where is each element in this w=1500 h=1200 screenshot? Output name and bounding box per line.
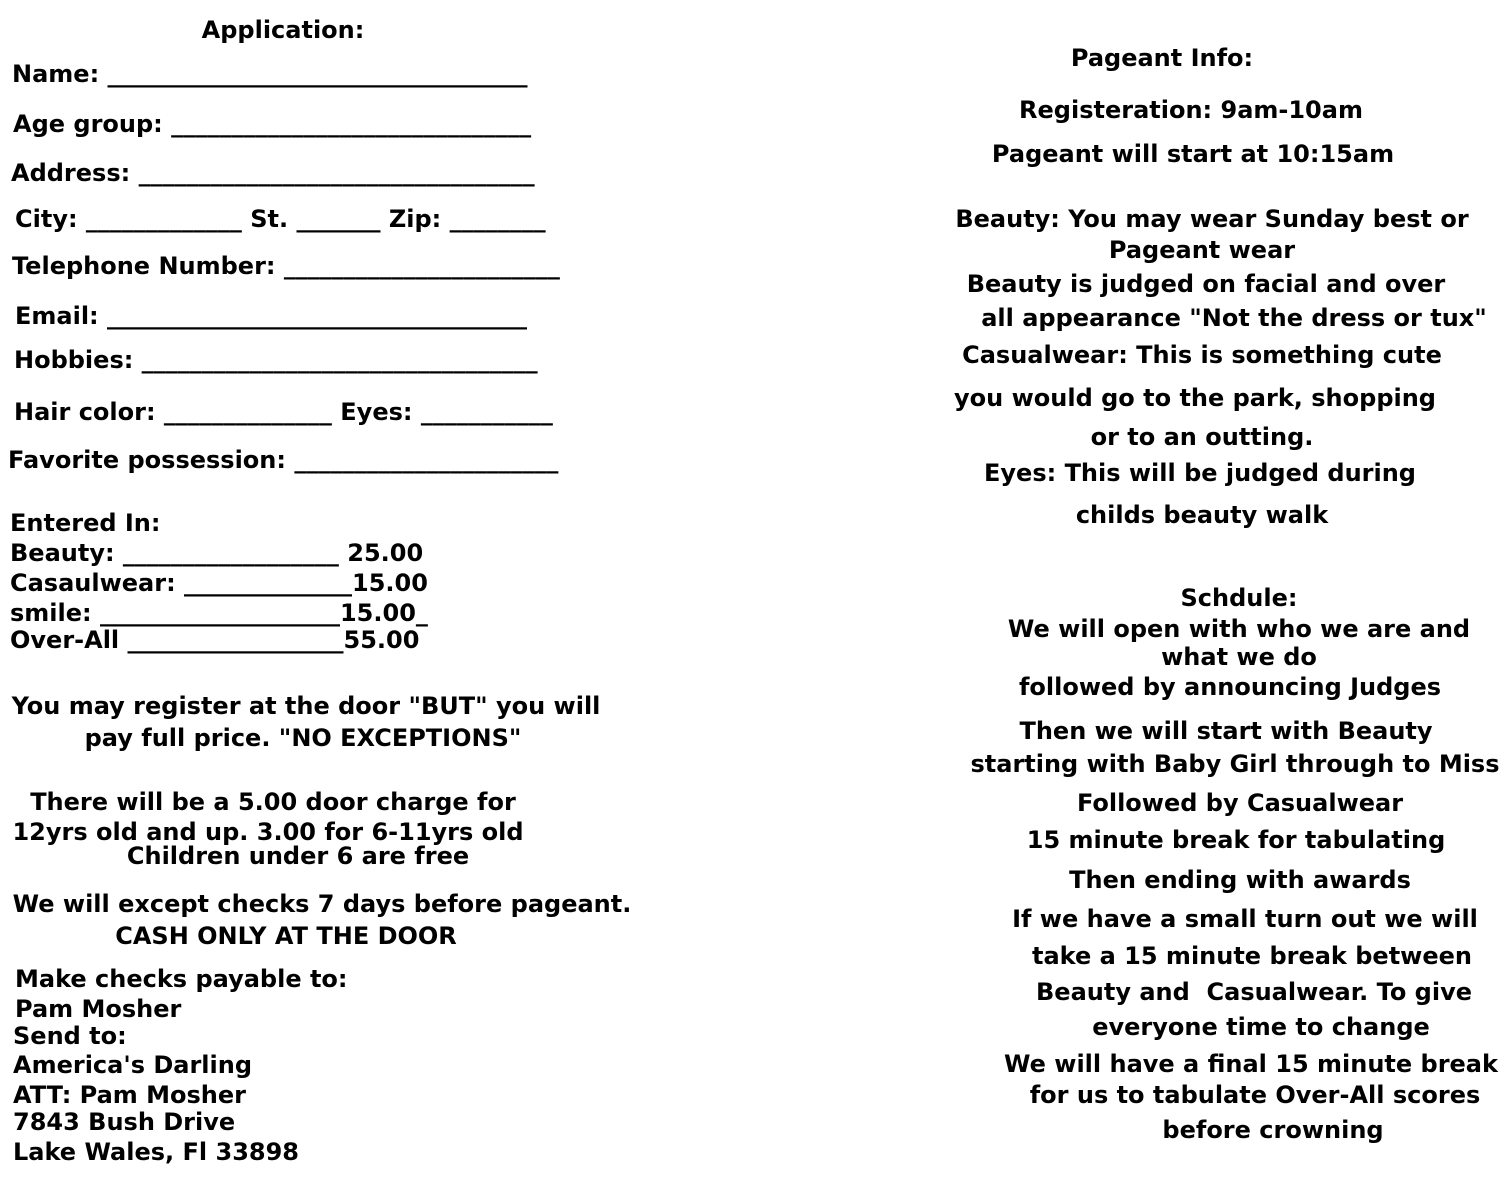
door-charge-line2: 12yrs old and up. 3.00 for 6-11yrs old <box>12 818 524 846</box>
schedule-line: followed by announcing Judges <box>1018 673 1442 701</box>
payable-name: Pam Mosher <box>15 995 182 1023</box>
application-title: Application: <box>201 16 365 44</box>
schedule-line: Beauty and Casualwear. To give <box>1036 978 1472 1006</box>
schedule-line: If we have a small turn out we will <box>1012 905 1478 933</box>
door-charge-line3: Children under 6 are free <box>126 842 470 870</box>
beauty-line3: Beauty is judged on facial and over <box>966 270 1446 298</box>
schedule-line: Followed by Casualwear <box>1076 789 1404 817</box>
address-org: America's Darling <box>13 1051 253 1079</box>
checks-line2: CASH ONLY AT THE DOOR <box>115 922 457 950</box>
registration-time: Registeration: 9am-10am <box>1019 96 1363 124</box>
eyes-line2: childs beauty walk <box>1075 501 1329 529</box>
beauty-line2: Pageant wear <box>1108 236 1296 264</box>
schedule-line: Then ending with awards <box>1069 866 1411 894</box>
eyes-line1: Eyes: This will be judged during <box>984 459 1416 487</box>
address-att: ATT: Pam Mosher <box>13 1081 247 1109</box>
hobbies-field[interactable]: Hobbies: _________________________________ <box>14 346 538 374</box>
age-group-field[interactable]: Age group: ______________________________ <box>13 110 532 138</box>
door-notice-line1: You may register at the door "BUT" you will <box>11 692 601 720</box>
schedule-line: starting with Baby Girl through to Miss <box>970 750 1500 778</box>
name-field[interactable]: Name: ___________________________________ <box>12 60 528 88</box>
hair-eyes-field[interactable]: Hair color: ______________ Eyes: ___________ <box>14 398 553 426</box>
entry-smile[interactable]: smile: ____________________15.00_ <box>10 599 428 627</box>
entry-over-all[interactable]: Over-All __________________55.00 <box>10 626 420 654</box>
entered-in-heading: Entered In: <box>10 509 161 537</box>
send-to-label: Send to: <box>13 1022 127 1050</box>
entry-beauty[interactable]: Beauty: __________________ 25.00 <box>10 539 424 567</box>
favorite-possession-field[interactable]: Favorite possession: ______________________ <box>8 446 559 474</box>
schedule-line: before crowning <box>1162 1116 1384 1144</box>
schedule-line: everyone time to change <box>1092 1013 1430 1041</box>
casualwear-line2: you would go to the park, shopping <box>954 384 1436 412</box>
beauty-line4: all appearance "Not the dress or tux" <box>981 304 1487 332</box>
entry-casualwear[interactable]: Casaulwear: ______________15.00 <box>10 569 428 597</box>
schedule-line: for us to tabulate Over-All scores <box>1029 1081 1481 1109</box>
pageant-info-title: Pageant Info: <box>1070 44 1254 72</box>
schedule-title: Schdule: <box>1180 584 1298 612</box>
door-charge-line1: There will be a 5.00 door charge for <box>30 788 516 816</box>
address-field[interactable]: Address: _________________________________ <box>11 159 535 187</box>
payable-line1: Make checks payable to: <box>15 965 348 993</box>
pageant-start-time: Pageant will start at 10:15am <box>991 140 1395 168</box>
city-state-zip-field[interactable]: City: _____________ St. _______ Zip: ________ <box>15 205 546 233</box>
casualwear-line3: or to an outting. <box>1090 423 1314 451</box>
schedule-line: take a 15 minute break between <box>1032 942 1472 970</box>
schedule-line: 15 minute break for tabulating <box>1026 826 1446 854</box>
schedule-line: what we do <box>1161 643 1317 671</box>
schedule-line: We will open with who we are and <box>1007 615 1471 643</box>
schedule-line: We will have a final 15 minute break <box>1004 1050 1498 1078</box>
telephone-field[interactable]: Telephone Number: _______________________ <box>12 252 560 280</box>
address-city: Lake Wales, Fl 33898 <box>13 1138 299 1166</box>
email-field[interactable]: Email: ___________________________________ <box>15 302 528 330</box>
schedule-line: Then we will start with Beauty <box>1019 717 1433 745</box>
checks-line1: We will except checks 7 days before pageant. <box>12 890 632 918</box>
beauty-line1: Beauty: You may wear Sunday best or <box>955 205 1469 233</box>
address-street: 7843 Bush Drive <box>13 1108 236 1136</box>
door-notice-line2: pay full price. "NO EXCEPTIONS" <box>84 724 522 752</box>
casualwear-line1: Casualwear: This is something cute <box>962 341 1442 369</box>
